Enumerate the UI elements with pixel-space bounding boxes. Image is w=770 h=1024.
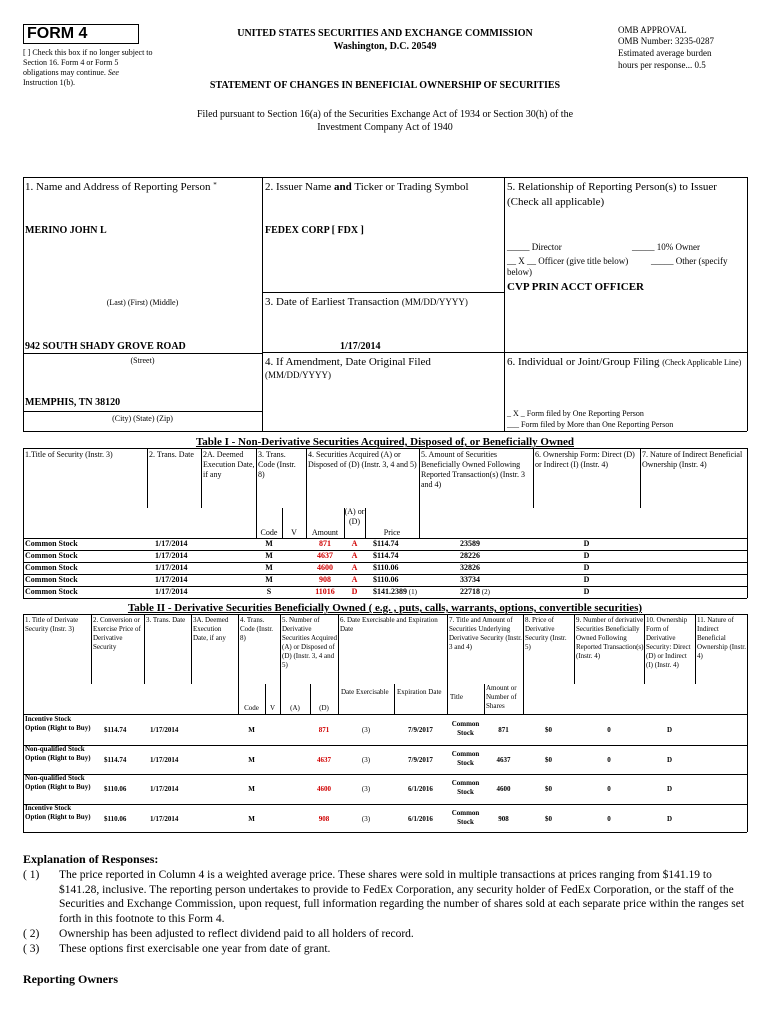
t1-owned: 23589 [460, 539, 480, 548]
t2-underlying-title: Common Stock [451, 720, 480, 737]
reporting-owners-heading: Reporting Owners [23, 972, 118, 986]
t1-ownership-form: D [583, 587, 590, 596]
t2-ownership-form: D [666, 755, 673, 764]
footnote-text: These options first exercisable one year from date of grant. [59, 943, 331, 955]
t1-amount: 11016 [315, 587, 335, 596]
director-option: _____ Director [507, 242, 562, 252]
t2-ownership-form: D [666, 814, 673, 823]
box1-label: 1. Name and Address of Reporting Person * [25, 181, 217, 193]
t2-col-number: 5. Number of Derivative Securities Acquired (A) or Disposed of (D) (Instr. 3, 4 and 5) [282, 616, 338, 669]
t2-col-underlying: 7. Title and Amount of Securities Underlying Derivative Security (Instr. 3 and 4) [449, 616, 522, 651]
t2-owned: 0 [607, 755, 611, 764]
t1-trans-date: 1/17/2014 [155, 539, 188, 548]
t2-ownership-form: D [666, 726, 673, 734]
t1-security-title: Common Stock [25, 587, 78, 596]
footnote-text: Ownership has been adjusted to reflect dividend paid to all holders of record. [59, 928, 414, 940]
t2-trans-date: 1/17/2014 [150, 785, 179, 793]
t1-ownership-form: D [583, 539, 590, 548]
t2-disposed: 4637 [317, 755, 331, 764]
t1-a-or-d: A [351, 575, 358, 584]
t2-underlying-amount: 4637 [496, 755, 511, 764]
box2-label: 2. Issuer Name and Ticker or Trading Symbol [265, 181, 469, 193]
t2-deriv-price: $0 [545, 726, 552, 734]
t2-col-deemed: 3A. Deemed Execution Date, if any [193, 616, 229, 642]
t2-trans-code: M [248, 755, 255, 764]
t1-col-owned: 5. Amount of Securities Beneficially Owned Following Reported Transaction(s) (Instr. 3 and 4) [421, 450, 525, 489]
t1-price: $110.06 [373, 563, 399, 572]
t1-owned: 33734 [460, 575, 480, 584]
t2-col-conversion: 2. Conversion or Exercise Price of Derivative Security [93, 616, 141, 651]
t2-disposed: 871 [318, 726, 330, 734]
t2-sub-expiration: Expiration Date [397, 688, 442, 696]
t2-sub-a: (A) [290, 704, 300, 712]
t2-security-title: Non-qualified Stock Option (Right to Buy) [25, 744, 91, 762]
footnote-number: ( 1) [23, 869, 40, 881]
t2-col-date: 3. Trans. Date [146, 616, 186, 624]
t1-sub-price: Price [383, 528, 401, 537]
name-parts-label: (Last) (First) (Middle) [106, 298, 179, 307]
t1-trans-code: M [265, 563, 273, 572]
t1-ownership-form: D [583, 563, 590, 572]
table1-title: Table I - Non-Derivative Securities Acquired, Disposed of, or Beneficially Owned [195, 436, 575, 448]
t2-underlying-title: Common Stock [451, 808, 480, 826]
t1-col-date: 2. Trans. Date [149, 450, 194, 459]
omb-burden: Estimated average burden [618, 48, 712, 58]
t2-trans-date: 1/17/2014 [150, 755, 179, 764]
box4-label: 4. If Amendment, Date Original Filed [265, 356, 431, 368]
t2-col-price: 8. Price of Derivative Security (Instr. 5) [525, 616, 567, 651]
t1-a-or-d: A [351, 539, 358, 548]
street-label: (Street) [130, 356, 155, 365]
t1-owned: 28226 [460, 551, 480, 560]
reporting-person-name: MERINO JOHN L [25, 225, 107, 236]
t1-col-acquired: 4. Securities Acquired (A) or Disposed of (D) (Instr. 3, 4 and 5) [308, 450, 417, 469]
t1-trans-code: S [266, 587, 272, 596]
t1-security-title: Common Stock [25, 539, 78, 548]
t2-trans-code: M [248, 726, 255, 734]
t2-col-owned: 9. Number of derivative Securities Beneficially Owned Following Reported Transaction(s) (Instr. 4) [576, 616, 644, 660]
t2-owned: 0 [607, 726, 611, 734]
filed-pursuant-2: Investment Company Act of 1940 [317, 122, 453, 133]
agency-line-1: UNITED STATES SECURITIES AND EXCHANGE COMMISSION [237, 28, 533, 39]
omb-approval: OMB APPROVAL [618, 25, 687, 35]
t1-price: $114.74 [373, 551, 399, 560]
t2-trans-code: M [248, 785, 255, 793]
earliest-transaction-date: 1/17/2014 [340, 341, 381, 352]
t1-a-or-d: A [351, 563, 358, 572]
t2-security-title: Incentive Stock Option (Right to Buy) [25, 803, 91, 821]
t2-underlying-amount: 871 [498, 726, 509, 734]
t2-underlying-amount: 908 [498, 814, 509, 823]
t2-underlying-title: Common Stock [451, 749, 480, 767]
t1-owned: 22718 (2) [460, 587, 490, 596]
t2-security-title: Incentive Stock Option (Right to Buy) [25, 715, 91, 732]
t1-sub-v: V [291, 528, 297, 537]
t1-col-code: 3. Trans. Code (Instr. 8) [258, 450, 296, 479]
t1-trans-code: M [265, 539, 273, 548]
t1-trans-date: 1/17/2014 [155, 563, 188, 572]
t1-security-title: Common Stock [25, 575, 78, 584]
t2-exercise-price: $110.06 [104, 785, 127, 793]
t1-sub-code: Code [260, 528, 278, 537]
t1-ownership-form: D [583, 575, 590, 584]
t2-disposed: 908 [318, 814, 330, 823]
t1-trans-code: M [265, 575, 273, 584]
footnote-number: ( 2) [23, 928, 40, 940]
explanation-heading: Explanation of Responses: [23, 852, 159, 866]
footnote-number: ( 3) [23, 943, 40, 955]
officer-option: __ X __ Officer (give title below) [507, 256, 629, 266]
t2-sub-d: (D) [319, 704, 329, 712]
t2-trans-date: 1/17/2014 [150, 814, 179, 823]
t1-ownership-form: D [583, 551, 590, 560]
t2-security-title: Non-qualified Stock Option (Right to Buy) [25, 774, 91, 791]
t2-owned: 0 [607, 785, 611, 793]
t1-trans-date: 1/17/2014 [155, 575, 188, 584]
t1-amount: 4637 [317, 551, 333, 560]
other-option-text: _____ Other (specify below) [507, 256, 728, 277]
city-address: MEMPHIS, TN 38120 [25, 397, 121, 408]
t2-sub-code: Code [244, 704, 259, 712]
t2-expiration: 7/9/2017 [408, 726, 433, 734]
t1-amount: 871 [319, 539, 331, 548]
t1-price: $110.06 [373, 575, 399, 584]
street-address: 942 SOUTH SHADY GROVE ROAD [25, 341, 186, 352]
filing-option-multiple: ___ Form filed by More than One Reporting Person [507, 420, 674, 429]
t1-trans-date: 1/17/2014 [155, 587, 188, 596]
t2-sub-exercisable: Date Exercisable [341, 688, 389, 696]
ten-percent-option: _____ 10% Owner [632, 242, 700, 252]
t2-exercise-price: $114.74 [104, 755, 127, 764]
t1-security-title: Common Stock [25, 563, 78, 572]
t2-exercisable-note: (3) [361, 755, 371, 764]
t2-col-code: 4. Trans. Code (Instr. 8) [240, 616, 274, 642]
t2-col-title: 1. Title of Derivate Security (Instr. 3) [25, 616, 79, 633]
t2-exercisable-note: (3) [361, 814, 371, 823]
t1-security-title: Common Stock [25, 551, 78, 560]
omb-number: OMB Number: 3235-0287 [618, 36, 714, 46]
t2-trans-date: 1/17/2014 [150, 726, 179, 734]
agency-line-2: Washington, D.C. 20549 [333, 41, 437, 52]
t2-expiration: 6/1/2016 [408, 785, 433, 793]
t2-disposed: 4600 [317, 785, 331, 793]
t2-sub-amount: Amount or Number of Shares [486, 684, 517, 710]
statement-title: STATEMENT OF CHANGES IN BENEFICIAL OWNERSHIP OF SECURITIES [209, 80, 561, 91]
t2-deriv-price: $0 [545, 814, 552, 823]
t2-exercise-price: $110.06 [104, 814, 127, 823]
t2-exercisable-note: (3) [361, 785, 371, 793]
t1-a-or-d: A [351, 551, 358, 560]
t2-expiration: 7/9/2017 [408, 755, 433, 764]
footnote-text: The price reported in Column 4 is a weighted average price. These shares were sold in multiple transactions at prices ranging from $141.19 to $141.28, inclusive. The reporting person undertakes to provide to FedEx Corporation, any security holder of FedEx Corporation, or the staff of the Securities and Exchange Commission, upon request, full information regarding the number of shares sold at each separate price within the ranges set forth in this footnote to this Form 4. [59, 869, 745, 925]
filed-pursuant-1: Filed pursuant to Section 16(a) of the Securities Exchange Act of 1934 or Section 30(h) of the [196, 109, 574, 120]
t2-sub-v: V [269, 704, 276, 712]
box6-label: 6. Individual or Joint/Group Filing (Check Applicable Line) [507, 356, 742, 368]
t2-exercise-price: $114.74 [104, 726, 127, 734]
t1-sub-amount: Amount [311, 528, 339, 537]
t1-amount: 4600 [317, 563, 333, 572]
t1-col-deemed: 2A. Deemed Execution Date, if any [203, 450, 255, 479]
t1-amount: 908 [319, 575, 331, 584]
t2-sub-title: Title [450, 693, 463, 701]
omb-hours: hours per response... 0.5 [618, 60, 706, 70]
t2-trans-code: M [248, 814, 255, 823]
t1-trans-date: 1/17/2014 [155, 551, 188, 560]
box3-label: 3. Date of Earliest Transaction (MM/DD/YYYY) [265, 296, 468, 308]
box5-label: 5. Relationship of Reporting Person(s) to Issuer [507, 181, 717, 193]
t1-col-form: 6. Ownership Form: Direct (D) or Indirect (I) (Instr. 4) [535, 450, 635, 469]
t2-exercisable-note: (3) [361, 726, 371, 734]
issuer-name: FEDEX CORP [ FDX ] [265, 225, 364, 236]
box5-label-2: (Check all applicable) [507, 196, 605, 208]
officer-title: CVP PRIN ACCT OFFICER [507, 281, 645, 293]
check-box-text[interactable]: [ ] Check this box if no longer subject to Section 16. Form 4 or Form 5 obligations may continue. See Instruction 1(b). [23, 48, 153, 87]
form-title: FORM 4 [27, 25, 88, 42]
t2-col-exercisable: 6. Date Exercisable and Expiration Date [340, 616, 438, 633]
t1-col-nature: 7. Nature of Indirect Beneficial Ownership (Instr. 4) [642, 450, 743, 469]
t2-deriv-price: $0 [545, 785, 552, 793]
t2-underlying-title: Common Stock [451, 779, 480, 796]
t2-owned: 0 [607, 814, 611, 823]
t1-a-or-d: D [351, 587, 358, 596]
t1-sub-aord: (A) or (D) [344, 507, 365, 526]
t2-col-form: 10. Ownership Form of Derivative Security: Direct (D) or Indirect (I) (Instr. 4) [646, 616, 691, 669]
t1-price: $114.74 [373, 539, 399, 548]
t1-col-title: 1.Title of Security (Instr. 3) [25, 450, 113, 459]
t1-trans-code: M [265, 551, 273, 560]
t2-ownership-form: D [666, 785, 673, 793]
t2-deriv-price: $0 [545, 755, 552, 764]
t2-underlying-amount: 4600 [496, 785, 511, 793]
city-label: (City) (State) (Zip) [112, 414, 173, 423]
t2-expiration: 6/1/2016 [408, 814, 433, 823]
t2-col-nature: 11. Nature of Indirect Beneficial Ownership (Instr. 4) [697, 616, 746, 660]
table2-title: Table II - Derivative Securities Beneficially Owned ( e.g. , puts, calls, warrants, options, convertible securities) [127, 602, 643, 614]
filing-option-one: _ X _ Form filed by One Reporting Person [507, 409, 644, 418]
t1-price: $141.2389 (1) [373, 587, 417, 596]
box4-format: (MM/DD/YYYY) [265, 370, 331, 380]
t1-owned: 32826 [460, 563, 480, 572]
